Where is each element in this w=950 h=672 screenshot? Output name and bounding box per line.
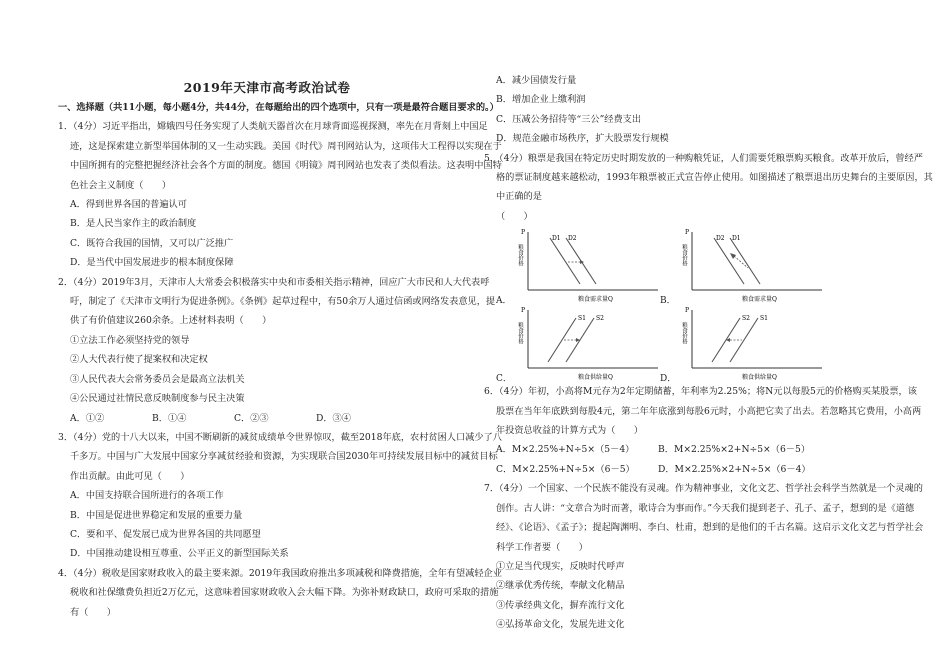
y-axis-label: 粮食价格: [681, 322, 687, 345]
option-c: C．M×2.25%+N÷5×（6－5）: [496, 463, 635, 475]
option-b: B．①④: [152, 412, 187, 424]
axis-p: P: [685, 307, 690, 315]
question-2: [58, 273, 496, 428]
page-title: 2019年天津市高考政治试卷: [183, 80, 351, 95]
option-b: B．中国是促进世界稳定和发展的重要力量: [70, 509, 243, 521]
question-text: 吁，制定了《天津市文明行为促进条例》。《条例》起草过程中，有50余万人通过信函或网络发表意见，提: [70, 296, 496, 308]
option-a: A．M×2.25%+N÷5×（5－4）: [496, 444, 635, 456]
answer-blank: （ ）: [496, 210, 533, 222]
question-text: 6．（4分）年初，小高将M元存为2年定期储蓄，年利率为2.25%；将N元以每股5元的价格购买某股票，该: [484, 386, 917, 398]
option-d: D．是当代中国发展进步的根本制度保障: [70, 257, 234, 269]
question-text: 2．（4分）2019年3月，天津市人大常委会积极落实中央和市委相关指示精神，回应广大市民和人大代表呼: [58, 276, 490, 288]
question-text: 1．（4分）习近平指出，嫦娥四号任务实现了人类航天器首次在月球背面巡视探测，率先在月背刻上中国足: [58, 121, 488, 133]
curve-label: D2: [568, 235, 577, 243]
option-a: A．中国支持联合国所进行的各项工作: [70, 490, 224, 502]
demand-graph-a: [518, 226, 668, 306]
axis-p: P: [521, 229, 526, 237]
question-text: 色社会主义制度（ ）: [70, 179, 172, 191]
curve-label: D1: [732, 235, 741, 243]
statement-item: ④公民通过社情民意反映制度参与民主决策: [70, 393, 245, 405]
right-column: [484, 71, 933, 635]
arrow-head: [730, 253, 736, 259]
option-a: A．减少国债发行量: [496, 75, 577, 86]
y-axis-label: 粮食价格: [681, 244, 687, 267]
curve-label: D2: [716, 235, 725, 243]
question-text: 5．（4分）粮票是我国在特定历史时期发放的一种购粮凭证，人们需要凭粮票购买粮食。改革开放后，曾经严: [484, 152, 923, 164]
left-column: [58, 98, 502, 622]
question-text: 供了有价值建议260余条。上述材料表明（ ）: [70, 315, 272, 327]
question-text: 科学工作者要（ ）: [496, 541, 588, 553]
option-a: A．①②: [70, 412, 105, 424]
question-text: 年投资总收益的计算方式为（ ）: [496, 425, 643, 437]
option-c: C．压减公务招待等“三公”经费支出: [496, 113, 642, 125]
curve-label: S2: [596, 315, 604, 323]
curve-line: [550, 238, 580, 284]
y-axis-label: 粮食价格: [517, 244, 523, 267]
x-axis-label: 粮食需求量Q: [578, 296, 613, 304]
question-text: 中国所拥有的完整把握经济社会各个方面的制度。德国《明镜》周刊网站也发表了类似看法。这表明中国特: [70, 160, 502, 172]
section-heading: 一、选择题（共11小题，每小题4分，共44分，在每题给出的四个选项中，只有一项是最符合题目要求的。）: [58, 102, 499, 113]
option-d: D．规范金融市场秩序，扩大股票发行规模: [496, 133, 669, 145]
statement-item: ④弘扬革命文化，发展先进文化: [496, 619, 625, 631]
graph-letter: D．: [660, 374, 677, 385]
statement-item: ②人大代表行使了提案权和决定权: [70, 354, 208, 366]
question-text: 经》、《论语》、《孟子》；提起陶渊明、李白、杜甫，想到的是他们的千古名篇。这启示文化文艺与哲学社会: [496, 522, 924, 534]
supply-graph-d: [682, 304, 832, 384]
curve-line: [730, 238, 760, 284]
question-text: 有（ ）: [70, 606, 116, 618]
question-text: 作出贡献。由此可见（ ）: [70, 470, 190, 482]
question-6: [484, 382, 922, 479]
question-1: [58, 117, 502, 272]
option-b: B．增加企业上缴利润: [496, 94, 586, 106]
option-b: B．是人民当家作主的政治制度: [70, 218, 197, 230]
graph-letter: B．: [660, 296, 676, 307]
option-b: B．M×2.25%×2+N÷5×（6－5）: [658, 444, 811, 456]
statement-item: ①立法工作必须坚持党的领导: [70, 334, 190, 346]
question-7: [484, 479, 924, 634]
x-axis-label: 粮食供给量Q: [578, 374, 613, 382]
graphs-area: [484, 226, 902, 385]
curve-label: S2: [742, 315, 750, 323]
x-axis-label: 粮食需求量Q: [742, 296, 777, 304]
question-text: 7．（4分）一个国家、一个民族不能没有灵魂。作为精神事业，文化文艺、哲学社会科学当然就是一个灵魂的: [484, 483, 923, 495]
question-text: 格的票证制度越来越松动，1993年粮票被正式宣告停止使用。如图描述了粮票退出历史舞台的主要原因，其: [496, 172, 933, 184]
question-text: 中正确的是: [496, 191, 542, 203]
supply-graph-c: [518, 304, 668, 384]
question-text: 迹，这是探索建立新型举国体制的又一生动实践。美国《时代》周刊网站认为，这项伟大工程得以实现在于: [70, 140, 502, 152]
y-axis-label: 粮食价格: [517, 322, 523, 345]
option-d: D．③④: [316, 412, 351, 424]
question-text: 创作。古人讲：“文章合为时而著，歌诗合为事而作。”今天我们提到老子、孔子、孟子，想到的是《道德: [496, 502, 915, 514]
option-c: C．既符合我国的国情，又可以广泛推广: [70, 237, 234, 249]
curve-label: S1: [578, 315, 586, 323]
question-text: 股票在当年年底跌到每股4元，第二年年底涨到每股6元时，小高把它卖了出去。若忽略其它费用，小高两: [496, 405, 922, 417]
question-text: 税收和社保缴费负担近2万亿元，这意味着国家财政收入会大幅下降。为弥补财政缺口，政府可采取的措施: [70, 587, 499, 599]
question-4: [58, 564, 502, 622]
option-c: C．要和平、促发展已成为世界各国的共同愿望: [70, 528, 261, 540]
statement-item: ③人民代表大会常务委员会是最高立法机关: [70, 373, 245, 385]
options-row: [484, 440, 902, 459]
demand-graph-b: [682, 226, 832, 306]
question-text: 4．（4分）税收是国家财政收入的最主要来源。2019年我国政府推出多项减税和降费措施，全年有望减轻企业: [58, 567, 502, 579]
question-text: 3．（4分）党的十八大以来，中国不断刷新的减贫成绩单令世界惊叹，截至2018年底，农村贫困人口减少了八: [58, 431, 502, 443]
options-row: [58, 409, 476, 428]
axis-p: P: [521, 307, 526, 315]
curve-label: S1: [760, 315, 768, 323]
curve-label: D1: [552, 235, 561, 243]
options-row: [484, 460, 902, 479]
option-c: C．②③: [234, 412, 269, 424]
x-axis-label: 粮食供给量Q: [742, 374, 777, 382]
question-5: [484, 149, 933, 385]
graph-letter: C．: [496, 374, 512, 385]
statement-item: ③传承经典文化，摒弃流行文化: [496, 599, 625, 611]
option-d: D．M×2.25%×2+N÷5×（6－4）: [658, 463, 811, 475]
graph-letter: A．: [496, 296, 512, 307]
axis-p: P: [685, 229, 690, 237]
question-text: 千多万。中国与广大发展中国家分享减贫经验和资源，为实现联合国2030年可持续发展目标中的减贫目标: [70, 451, 498, 463]
question-3: [58, 428, 502, 564]
statement-item: ②继承优秀传统，奉献文化精品: [496, 580, 625, 592]
option-a: A．得到世界各国的普遍认可: [70, 199, 187, 211]
option-d: D．中国推动建设相互尊重、公平正义的新型国际关系: [70, 548, 289, 560]
statement-item: ①立足当代现实，反映时代呼声: [496, 560, 625, 572]
